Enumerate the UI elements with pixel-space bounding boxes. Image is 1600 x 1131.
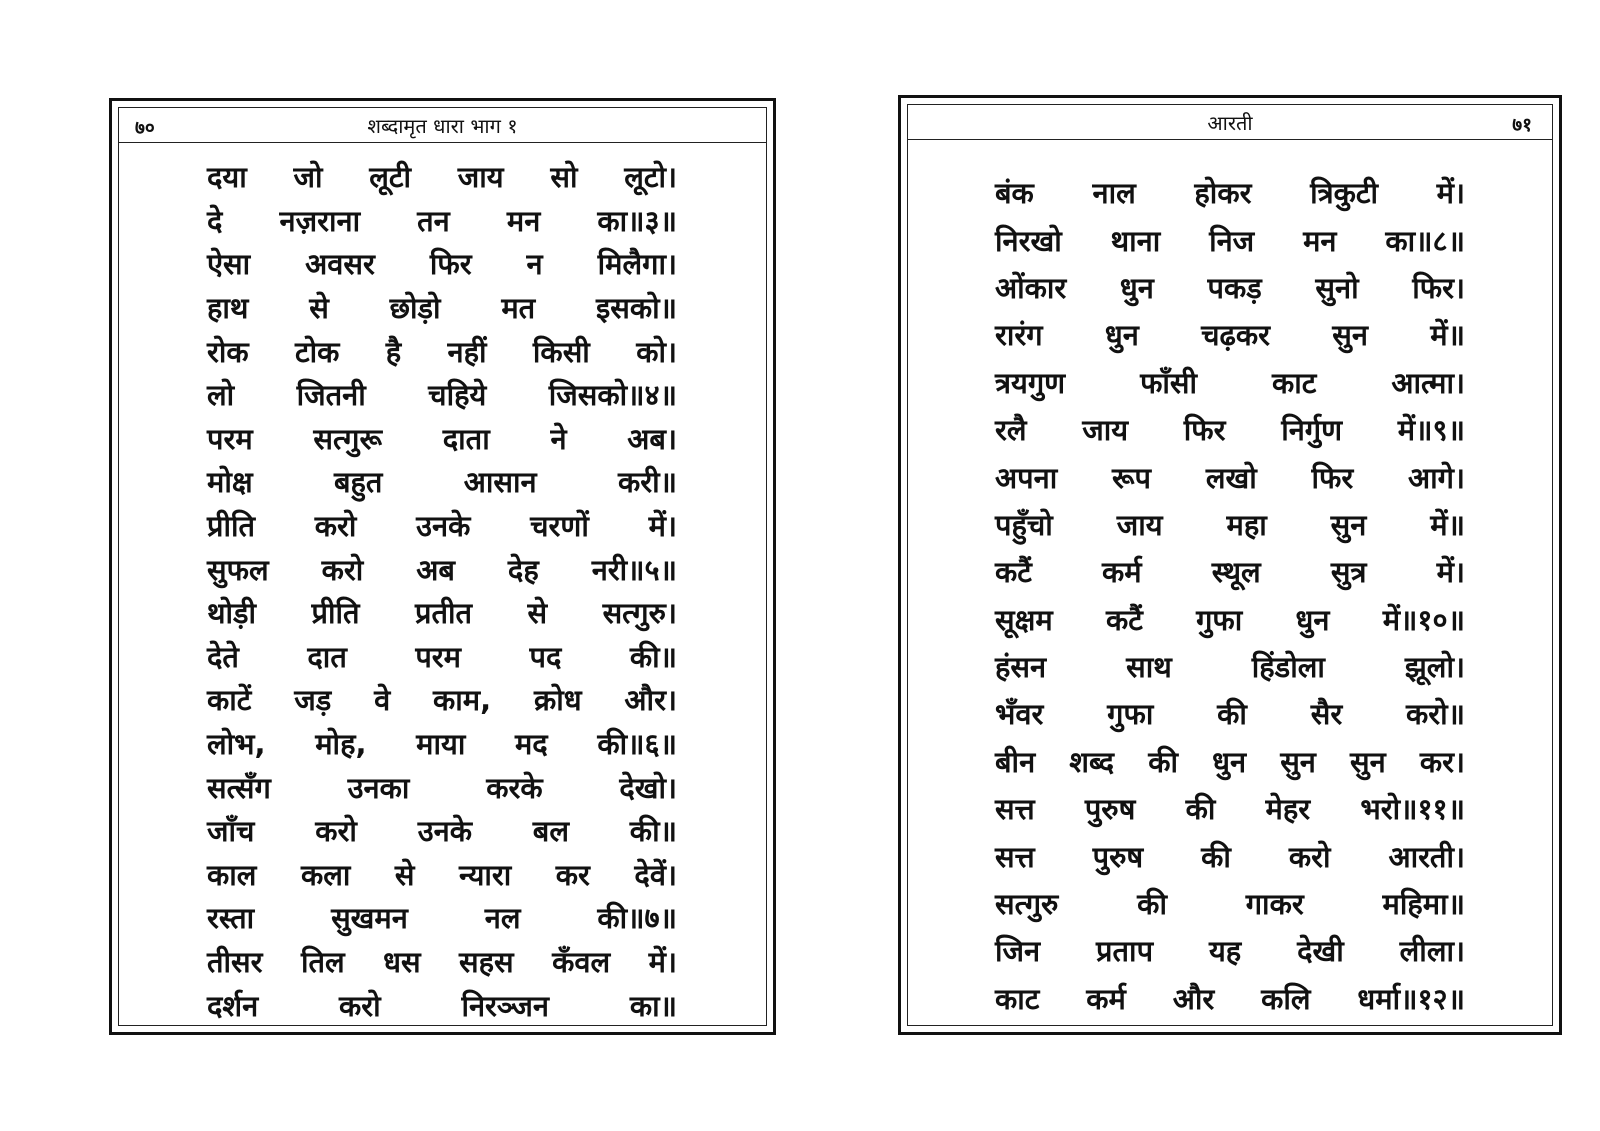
verse-line bbox=[995, 548, 1465, 595]
verse-word: दात bbox=[307, 639, 347, 674]
verse-word: नहीं bbox=[447, 334, 487, 369]
verse-word: हाथ bbox=[207, 291, 249, 326]
verse-line bbox=[995, 501, 1465, 548]
verse-word: निज bbox=[1209, 223, 1255, 258]
verse-line bbox=[207, 591, 677, 635]
left-running-title: शब्दामृत धारा भाग १ bbox=[367, 114, 518, 138]
verse-word: का॥३॥ bbox=[597, 203, 677, 238]
verse-line bbox=[995, 927, 1465, 974]
verse-word: धुन bbox=[1104, 318, 1139, 353]
verse-word: मन bbox=[506, 203, 541, 238]
verse-word: चढ़कर bbox=[1201, 318, 1270, 353]
verse-line bbox=[207, 329, 677, 373]
verse-word: चरणों bbox=[530, 509, 589, 544]
verse-word: नरी॥५॥ bbox=[591, 552, 677, 587]
verse-word: लोभ, bbox=[207, 727, 266, 762]
verse-word: देखो। bbox=[619, 770, 677, 805]
verse-word: झूलो। bbox=[1404, 650, 1465, 685]
verse-line bbox=[207, 155, 677, 199]
verse-word: निरखो bbox=[995, 223, 1062, 258]
verse-word: गाकर bbox=[1245, 887, 1304, 922]
verse-word: हिंडोला bbox=[1251, 650, 1325, 685]
verse-word: सुन bbox=[1332, 318, 1368, 353]
verse-word: यह bbox=[1208, 934, 1242, 969]
left-page-number: ७० bbox=[135, 117, 155, 139]
verse-word: से bbox=[394, 857, 415, 892]
verse-word: को। bbox=[636, 334, 677, 369]
verse-word: जिन bbox=[995, 934, 1041, 969]
verse-word: अब। bbox=[627, 421, 677, 456]
verse-word: से bbox=[309, 291, 329, 326]
verse-word: तीसर bbox=[207, 944, 263, 979]
verse-word: जाय bbox=[1116, 507, 1163, 542]
verse-word: करो bbox=[321, 552, 364, 587]
verse-word: लो bbox=[207, 378, 235, 413]
verse-word: प्रीति bbox=[311, 596, 360, 631]
verse-word: ओंकार bbox=[995, 270, 1067, 305]
verse-word: आत्मा। bbox=[1391, 365, 1465, 400]
verse-word: पद bbox=[529, 639, 562, 674]
verse-line bbox=[207, 199, 677, 243]
verse-word: भँवर bbox=[995, 697, 1044, 732]
verse-word: लूटो। bbox=[624, 160, 677, 195]
verse-word: की bbox=[1137, 887, 1167, 922]
verse-word: मन bbox=[1303, 223, 1337, 258]
verse-word: साथ bbox=[1126, 650, 1172, 685]
verse-word: सुन bbox=[1350, 744, 1386, 779]
verse-word: है bbox=[385, 334, 402, 369]
right-page-header bbox=[908, 105, 1552, 140]
verse-word: धुन bbox=[1295, 602, 1330, 637]
right-page bbox=[898, 95, 1562, 1035]
verse-line bbox=[995, 216, 1465, 263]
verse-word: पहुँचो bbox=[995, 507, 1053, 542]
verse-word: जाँच bbox=[207, 814, 255, 849]
verse-word: किसी bbox=[532, 334, 590, 369]
verse-word: से bbox=[527, 596, 548, 631]
verse-word: कलि bbox=[1261, 981, 1311, 1016]
verse-word: में॥ bbox=[1430, 507, 1465, 542]
verse-word: मद bbox=[514, 727, 548, 762]
left-page bbox=[109, 98, 776, 1035]
verse-line bbox=[207, 460, 677, 504]
verse-line bbox=[207, 809, 677, 853]
verse-word: धुन bbox=[1212, 744, 1247, 779]
verse-word: मिलैगा। bbox=[597, 247, 677, 282]
verse-word: रलै bbox=[995, 413, 1027, 448]
verse-word: उनका bbox=[347, 770, 410, 805]
verse-word: करो bbox=[339, 988, 381, 1023]
verse-word: जितनी bbox=[296, 378, 366, 413]
verse-word: होकर bbox=[1194, 176, 1252, 211]
verse-word: महा bbox=[1226, 507, 1267, 542]
verse-word: पकड़ bbox=[1207, 270, 1262, 305]
verse-word: में। bbox=[1436, 555, 1465, 590]
verse-word: अब bbox=[416, 552, 455, 587]
verse-word: बीन bbox=[995, 744, 1036, 779]
verse-line bbox=[995, 596, 1465, 643]
verse-word: बहुत bbox=[333, 465, 383, 500]
verse-word: महिमा॥ bbox=[1382, 887, 1465, 922]
verse-word: सत्गुरु। bbox=[602, 596, 677, 631]
right-verse-block bbox=[995, 169, 1465, 1022]
verse-word: नज़राना bbox=[279, 203, 361, 238]
verse-line bbox=[207, 983, 677, 1027]
verse-word: क्रोध bbox=[533, 683, 582, 718]
verse-word: दे bbox=[207, 203, 223, 238]
verse-word: निरञ्जन bbox=[461, 988, 550, 1023]
verse-word: और bbox=[1172, 981, 1215, 1016]
verse-line bbox=[995, 832, 1465, 879]
verse-line bbox=[207, 504, 677, 548]
verse-line bbox=[207, 547, 677, 591]
verse-word: हंसन bbox=[995, 650, 1047, 685]
verse-line bbox=[207, 286, 677, 330]
verse-word: देखी bbox=[1297, 934, 1344, 969]
verse-word: फिर। bbox=[1412, 270, 1465, 305]
verse-line bbox=[995, 169, 1465, 216]
verse-word: न्यारा bbox=[459, 857, 512, 892]
verse-word: देते bbox=[207, 639, 239, 674]
verse-line bbox=[995, 406, 1465, 453]
verse-word: पुरुष bbox=[1084, 792, 1136, 827]
right-running-title: आरती bbox=[1207, 111, 1253, 135]
verse-word: का॥८॥ bbox=[1385, 223, 1465, 258]
verse-word: फिर bbox=[429, 247, 472, 282]
left-verse-block bbox=[207, 155, 677, 1027]
verse-word: रोक bbox=[207, 334, 249, 369]
verse-word: जो bbox=[293, 160, 323, 195]
verse-word: थोड़ी bbox=[207, 596, 257, 631]
verse-line bbox=[207, 373, 677, 417]
verse-word: फिर bbox=[1311, 460, 1354, 495]
verse-word: पुरुष bbox=[1092, 839, 1144, 874]
verse-word: फिर bbox=[1183, 413, 1226, 448]
verse-word: मोह, bbox=[315, 727, 367, 762]
verse-word: की॥६॥ bbox=[597, 727, 677, 762]
verse-word: जाय bbox=[457, 160, 504, 195]
verse-word: की bbox=[1148, 744, 1178, 779]
verse-word: बंक bbox=[995, 176, 1034, 211]
verse-word: रारंग bbox=[995, 318, 1043, 353]
verse-line bbox=[995, 975, 1465, 1022]
verse-line bbox=[207, 940, 677, 984]
verse-word: में॥९॥ bbox=[1397, 413, 1465, 448]
verse-word: गुफा bbox=[1196, 602, 1243, 637]
verse-word: कला bbox=[300, 857, 351, 892]
verse-word: की bbox=[1217, 697, 1247, 732]
right-page-frame bbox=[907, 104, 1553, 1026]
verse-word: कर। bbox=[1419, 744, 1465, 779]
verse-word: मत bbox=[501, 291, 536, 326]
verse-word: जिसको॥४॥ bbox=[548, 378, 677, 413]
verse-word: की॥७॥ bbox=[597, 901, 677, 936]
verse-word: की bbox=[1185, 792, 1216, 827]
verse-word: मेहर bbox=[1265, 792, 1311, 827]
verse-word: उनके bbox=[417, 814, 472, 849]
verse-word: माया bbox=[416, 727, 466, 762]
verse-word: सुन bbox=[1280, 744, 1316, 779]
verse-word: सुनो bbox=[1315, 270, 1359, 305]
verse-line bbox=[207, 722, 677, 766]
verse-word: परम bbox=[415, 639, 462, 674]
verse-word: जाय bbox=[1082, 413, 1129, 448]
verse-word: बल bbox=[532, 814, 569, 849]
verse-word: लीला। bbox=[1399, 934, 1465, 969]
verse-word: धर्मा॥१२॥ bbox=[1357, 981, 1465, 1016]
verse-word: न bbox=[526, 247, 543, 282]
verse-word: सुखमन bbox=[331, 901, 408, 936]
verse-line bbox=[207, 417, 677, 461]
verse-line bbox=[995, 785, 1465, 832]
verse-word: कटैं bbox=[1105, 602, 1143, 637]
verse-word: आरती। bbox=[1388, 839, 1465, 874]
verse-word: तन bbox=[417, 203, 450, 238]
verse-word: छोड़ो bbox=[389, 291, 441, 326]
verse-word: दाता bbox=[442, 421, 490, 456]
verse-word: सत्गुरू bbox=[313, 421, 383, 456]
left-page-header bbox=[119, 108, 766, 143]
verse-word: करो bbox=[1288, 839, 1331, 874]
verse-word: कटैं bbox=[995, 555, 1032, 590]
verse-word: में। bbox=[648, 944, 677, 979]
verse-word: का॥ bbox=[629, 988, 677, 1023]
verse-word: ऐसा bbox=[207, 247, 251, 282]
verse-word: ने bbox=[550, 421, 567, 456]
verse-word: लखो bbox=[1205, 460, 1257, 495]
verse-word: करी॥ bbox=[617, 465, 677, 500]
verse-word: करो bbox=[314, 509, 357, 544]
verse-word: प्रीति bbox=[207, 509, 256, 544]
verse-word: सत्त bbox=[995, 792, 1035, 827]
verse-word: कँवल bbox=[552, 944, 611, 979]
verse-line bbox=[995, 643, 1465, 690]
verse-line bbox=[207, 678, 677, 722]
verse-word: मोक्ष bbox=[207, 465, 253, 500]
verse-word: दर्शन bbox=[207, 988, 259, 1023]
verse-line bbox=[207, 853, 677, 897]
verse-word: सत्सँग bbox=[207, 770, 271, 805]
verse-word: लूटी bbox=[369, 160, 412, 195]
verse-line bbox=[207, 896, 677, 940]
verse-word: थाना bbox=[1110, 223, 1161, 258]
verse-word: इसको॥ bbox=[596, 291, 677, 326]
verse-word: टोक bbox=[295, 334, 340, 369]
verse-line bbox=[995, 359, 1465, 406]
verse-word: सहस bbox=[459, 944, 514, 979]
verse-word: कर्म bbox=[1086, 981, 1126, 1016]
verse-word: काट bbox=[995, 981, 1040, 1016]
verse-word: सत्गुरु bbox=[995, 887, 1059, 922]
verse-line bbox=[207, 635, 677, 679]
verse-word: सुत्र bbox=[1330, 555, 1367, 590]
verse-line bbox=[995, 738, 1465, 785]
verse-word: सत्त bbox=[995, 839, 1035, 874]
verse-word: में। bbox=[648, 509, 677, 544]
verse-line bbox=[995, 453, 1465, 500]
verse-word: उनके bbox=[416, 509, 471, 544]
verse-word: देह bbox=[507, 552, 539, 587]
verse-word: करो॥ bbox=[1405, 697, 1465, 732]
verse-word: सुन bbox=[1330, 507, 1367, 542]
verse-word: काम, bbox=[433, 683, 492, 718]
verse-word: तिल bbox=[300, 944, 345, 979]
verse-word: में। bbox=[1436, 176, 1465, 211]
verse-line bbox=[207, 765, 677, 809]
verse-word: आसान bbox=[463, 465, 537, 500]
verse-line bbox=[995, 311, 1465, 358]
verse-word: काट bbox=[1272, 365, 1317, 400]
verse-word: कर्म bbox=[1102, 555, 1142, 590]
verse-word: आगे। bbox=[1408, 460, 1465, 495]
verse-word: में॥ bbox=[1430, 318, 1465, 353]
verse-word: प्रताप bbox=[1096, 934, 1154, 969]
verse-word: फाँसी bbox=[1140, 365, 1198, 400]
verse-word: गुफा bbox=[1107, 697, 1154, 732]
verse-word: रूप bbox=[1112, 460, 1152, 495]
verse-word: और। bbox=[624, 683, 677, 718]
verse-word: करो bbox=[315, 814, 357, 849]
verse-word: सैर bbox=[1310, 697, 1343, 732]
verse-word: शब्द bbox=[1069, 744, 1115, 779]
verse-word: की bbox=[1201, 839, 1231, 874]
verse-word: वे bbox=[374, 683, 391, 718]
verse-word: की॥ bbox=[629, 639, 677, 674]
verse-word: धुन bbox=[1119, 270, 1154, 305]
verse-line bbox=[995, 264, 1465, 311]
verse-word: रस्ता bbox=[207, 901, 255, 936]
right-page-number: ७१ bbox=[1512, 114, 1532, 136]
verse-word: चहिये bbox=[428, 378, 487, 413]
left-page-frame bbox=[118, 107, 767, 1026]
verse-word: में॥१०॥ bbox=[1382, 602, 1465, 637]
verse-word: त्रयगुण bbox=[995, 365, 1066, 400]
verse-word: अपना bbox=[995, 460, 1058, 495]
verse-word: काल bbox=[207, 857, 257, 892]
verse-word: प्रतीत bbox=[415, 596, 473, 631]
verse-word: नल bbox=[484, 901, 521, 936]
verse-line bbox=[995, 690, 1465, 737]
verse-line bbox=[207, 242, 677, 286]
verse-word: अवसर bbox=[305, 247, 375, 282]
verse-word: की॥ bbox=[629, 814, 677, 849]
verse-word: काटें bbox=[207, 683, 252, 718]
verse-word: सुफल bbox=[207, 552, 269, 587]
verse-word: दया bbox=[207, 160, 247, 195]
verse-word: देवें। bbox=[634, 857, 677, 892]
verse-word: निर्गुण bbox=[1281, 413, 1343, 448]
verse-word: परम bbox=[207, 421, 253, 456]
verse-word: करके bbox=[486, 770, 543, 805]
verse-word: जड़ bbox=[294, 683, 332, 718]
verse-word: सूक्षम bbox=[995, 602, 1053, 637]
verse-word: धस bbox=[383, 944, 421, 979]
verse-word: कर bbox=[555, 857, 590, 892]
verse-word: स्थूल bbox=[1211, 555, 1261, 590]
verse-word: भरो॥११॥ bbox=[1360, 792, 1465, 827]
verse-line bbox=[995, 880, 1465, 927]
verse-word: सो bbox=[550, 160, 578, 195]
verse-word: नाल bbox=[1092, 176, 1136, 211]
verse-word: त्रिकुटी bbox=[1310, 176, 1379, 211]
